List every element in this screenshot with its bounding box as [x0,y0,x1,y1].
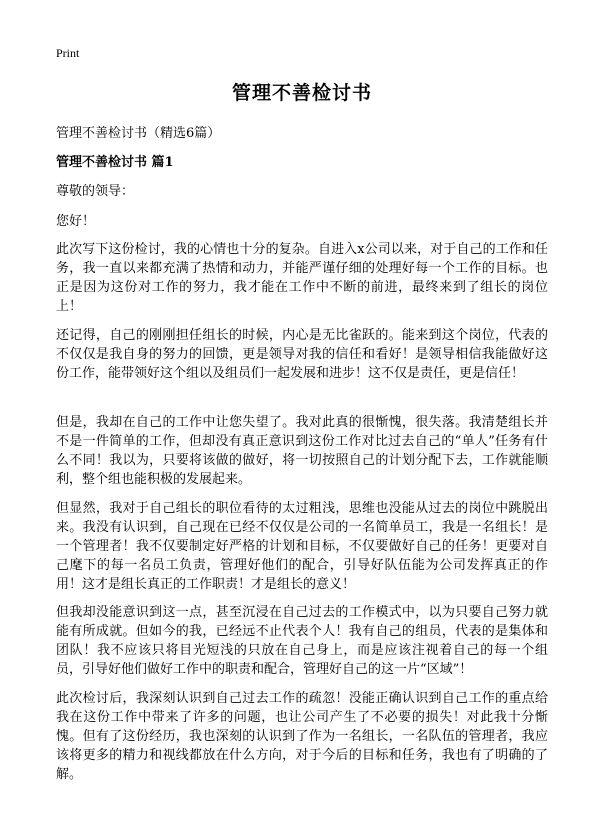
greeting-hello: 您好！ [56,214,96,229]
paragraph-4: 但显然，我对于自己组长的职位看待的太过粗浅，思维也没能从过去的岗位中跳脱出来。我没有认识到，自己现在已经不仅仅是公司的一名简单员工，我是一名组长！是一个管理者！我不仅要制定好严格的计划和目标，不仅要做好自己的任务！更要对自己麾下的每一名员工负责，管理好他们的配合，引导好队伍能为公司发挥真正的作用！这才是组长真正的工作职责！才是组长的意义！ [56,501,548,592]
paragraph-5: 但我却没能意识到这一点，甚至沉浸在自己过去的工作模式中，以为只要自己努力就能有所成就。但如今的我，已经远不止代表个人！我有自己的组员，代表的是集体和团队！我不应该只将目光短浅的只放在自己身上，而是应该注视着自己的每一个组员，引导好他们做好工作中的职责和配合，管理好自己的这一片“区域”！ [56,605,548,677]
paragraph-6: 此次检讨后，我深刻认识到自己过去工作的疏忽！没能正确认识到自己工作的重点给我在这份工作中带来了许多的问题，也让公司产生了不必要的损失！对此我十分惭愧。但有了这份经历，我也深刻的认识到了作为一名组长，一名队伍的管理者，我应该将更多的精力和视线都放在什么方向，对于今后的目标和任务，我也有了明确的了解。 [56,691,548,782]
salutation: 尊敬的领导： [56,184,135,199]
section-heading: 管理不善检讨书 篇1 [56,155,174,170]
paragraph-1: 此次写下这份检讨，我的心情也十分的复杂。自进入x公司以来，对于自己的工作和任务，我一直以来都充满了热情和动力，并能严谨仔细的处理好每一个工作的目标。也正是因为这份对工作的努力，我才能在工作中不断的前进，最终来到了组长的岗位上！ [56,242,548,314]
document-subtitle: 管理不善检讨书（精选6篇） [56,126,221,141]
print-label: Print [56,46,80,60]
paragraph-3: 但是，我却在自己的工作中让您失望了。我对此真的很惭愧，很失落。我清楚组长并不是一件简单的工作，但却没有真正意识到这份工作对比过去自己的“单人”任务有什么不同！我以为，只要将该做的做好，将一切按照自己的计划分配下去，工作就能顺利，整个组也能积极的发展起来。 [56,415,548,487]
paragraph-2: 还记得，自己的刚刚担任组长的时候，内心是无比雀跃的。能来到这个岗位，代表的不仅仅是我自身的努力的回馈，更是领导对我的信任和看好！是领导相信我能做好这份工作，能带领好这个组以及组员们一起发展和进步！这不仅是责任，更是信任！ [56,328,548,381]
page-title: 管理不善检讨书 [231,82,372,104]
